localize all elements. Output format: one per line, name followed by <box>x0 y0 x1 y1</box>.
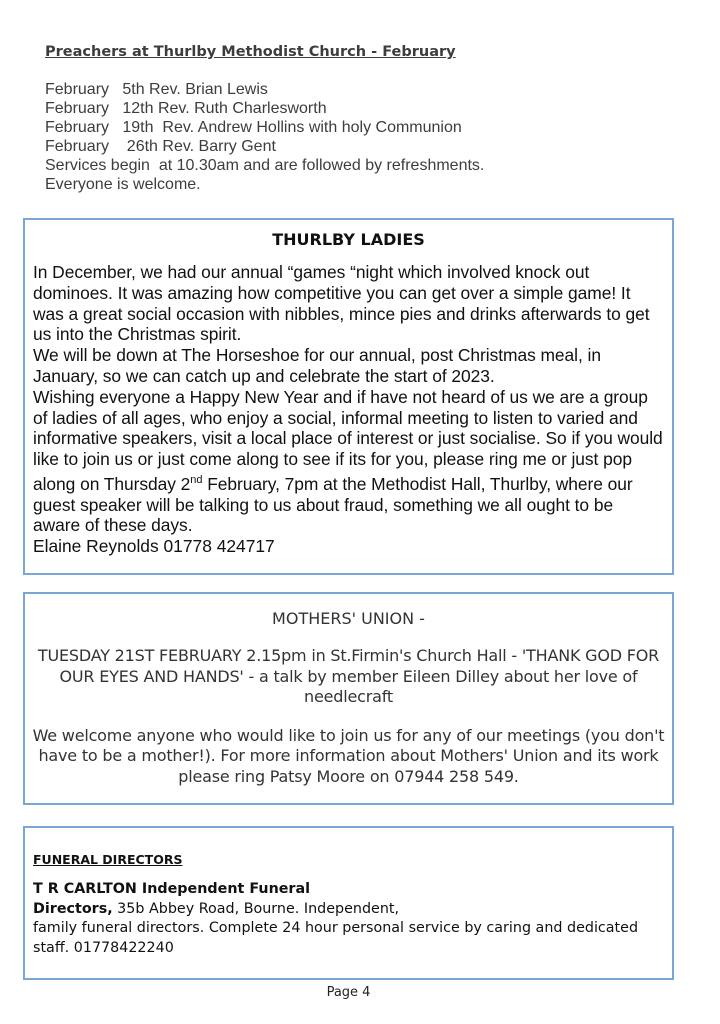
funeral-name-line1: T R CARLTON Independent Funeral <box>33 881 311 897</box>
ordinal-suffix: nd <box>190 473 203 486</box>
thurlby-ladies-title: THURLBY LADIES <box>272 230 425 249</box>
mothers-union-title: MOTHERS' UNION - <box>272 609 425 628</box>
ladies-paragraph-1: In December, we had our annual “games “night which involved knock out dominoes. It was amazing how competitive you can get over a simple game! It was a great social occasion with nibbles, mince pies and drinks afterwards to get us into the Christmas spirit. <box>33 262 650 345</box>
welcome-line: Everyone is welcome. <box>45 176 201 193</box>
ladies-signature: Elaine Reynolds 01778 424717 <box>33 536 275 557</box>
ladies-paragraph-2: We will be down at The Horseshoe for our annual, post Christmas meal, in January, so we can catch up and celebrate the start of 2023. <box>33 345 601 386</box>
preacher-line: February 5th Rev. Brian Lewis <box>45 81 268 98</box>
mothers-union-welcome: We welcome anyone who would like to join us for any of our meetings (you don't have to be a mother!). For more information about Mothers' Union and its work please ring Patsy Moore on 07944 258 549. <box>32 725 665 786</box>
funeral-description: family funeral directors. Complete 24 hour personal service by caring and dedicated staff. 01778422240 <box>33 920 639 956</box>
funeral-directors-box <box>23 826 674 980</box>
ladies-paragraph-3-end: February, 7pm at the Methodist Hall, Thurlby, where our guest speaker will be talking to us about fraud, something we all ought to be aware of these days. <box>33 473 633 536</box>
mothers-union-event: TUESDAY 21ST FEBRUARY 2.15pm in St.Firmin's Church Hall - 'THANK GOD FOR OUR EYES AND HANDS' - a talk by member Eileen Dilley about her love of needlecraft <box>37 646 660 706</box>
preacher-line: February 12th Rev. Ruth Charlesworth <box>45 100 327 117</box>
ladies-paragraph-3 <box>33 387 664 536</box>
thurlby-ladies-box <box>23 218 674 575</box>
preacher-line: February 26th Rev. Barry Gent <box>45 138 276 155</box>
funeral-address: 35b Abbey Road, Bourne. Independent, <box>112 900 400 917</box>
preacher-line: February 19th Rev. Andrew Hollins with holy Communion <box>45 119 462 136</box>
preachers-section <box>45 44 685 194</box>
funeral-directors-title: FUNERAL DIRECTORS <box>33 852 183 867</box>
mothers-union-box <box>23 592 674 805</box>
funeral-directors-details <box>33 880 664 958</box>
preachers-title: Preachers at Thurlby Methodist Church - February <box>45 44 456 60</box>
services-info: Services begin at 10.30am and are followed by refreshments. <box>45 157 485 174</box>
funeral-name-line2: Directors, <box>33 900 113 917</box>
ladies-paragraph-3-start: Wishing everyone a Happy New Year and if have not heard of us we are a group of ladies of all ages, who enjoy a social, informal meeting to listen to varied and informative speakers, visit a local place of interest or just socialise. So if you would like to join us or just come along to see if its for you, please ring me or just pop along on Thursday 2 <box>33 386 663 494</box>
page-number: Page 4 <box>326 985 371 1000</box>
